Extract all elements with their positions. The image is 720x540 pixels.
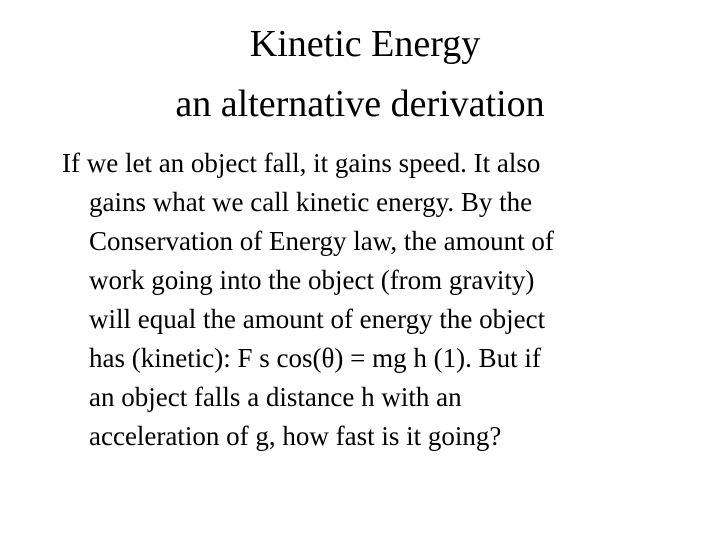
body-line-6: has (kinetic): F s cos(θ) = mg h (1). But if	[89, 343, 541, 373]
body-line-8: acceleration of g, how fast is it going?	[89, 421, 502, 451]
title-line-2: an alternative derivation	[175, 83, 545, 125]
slide-body	[62, 144, 712, 456]
title-line-1: Kinetic Energy	[249, 23, 481, 65]
body-line-7: an object falls a distance h with an	[89, 382, 462, 412]
body-line-5: will equal the amount of energy the object	[89, 304, 546, 334]
body-line-2: gains what we call kinetic energy. By the	[89, 187, 533, 217]
slide-title	[0, 14, 720, 134]
body-line-4: work going into the object (from gravity)	[89, 265, 535, 295]
body-line-1: If we let an object fall, it gains speed. It also	[62, 148, 541, 178]
body-line-3: Conservation of Energy law, the amount of	[89, 226, 554, 256]
